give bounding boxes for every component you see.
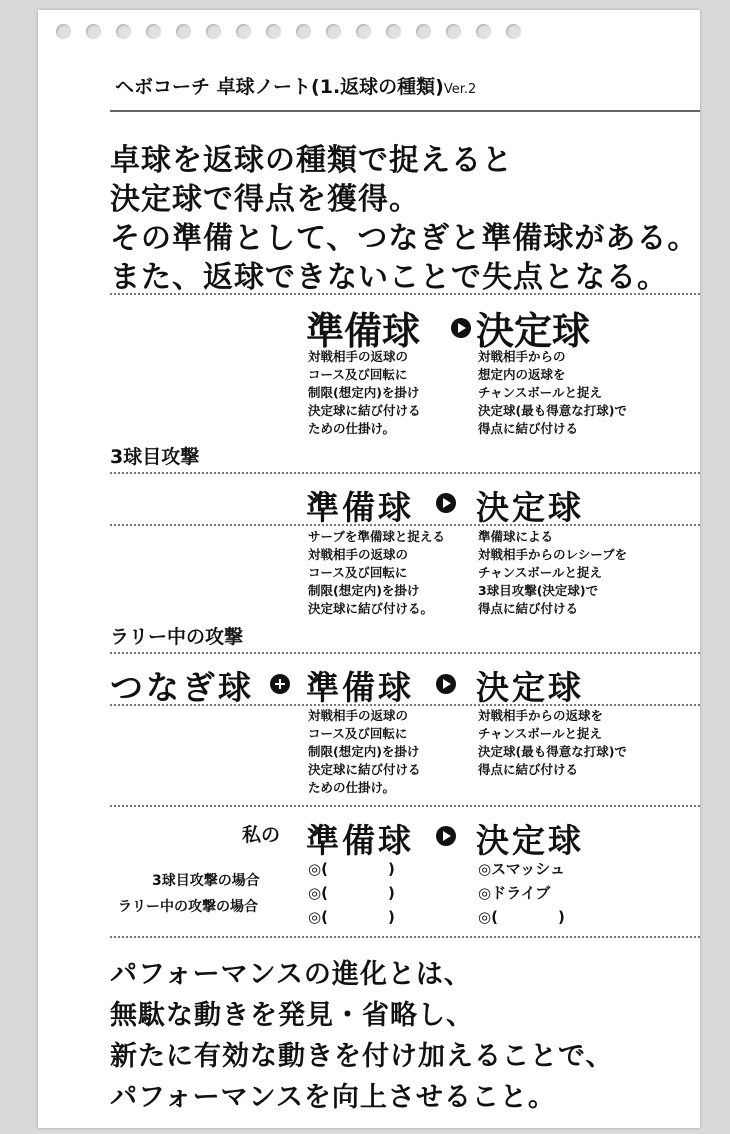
arrow-right-icon [436, 826, 456, 846]
binder-hole-icon [476, 24, 491, 39]
binder-hole-icon [116, 24, 131, 39]
desc-line: 対戦相手からの返球を [478, 708, 604, 723]
prep-ball-description [308, 707, 421, 797]
my-label: 私の [242, 824, 281, 846]
desc-line: コース及び回転に [308, 726, 408, 741]
prep-ball-heading: 準備球 [306, 488, 414, 527]
binder-hole-icon [56, 24, 71, 39]
decisive-ball-heading: 決定球 [476, 308, 591, 353]
dotted-divider [110, 936, 700, 938]
desc-line: 対戦相手からの [478, 349, 566, 364]
binder-hole-icon [146, 24, 161, 39]
desc-line: 想定内の返球を [478, 367, 566, 382]
binder-hole-icon [506, 24, 521, 39]
desc-line: 制限(想定内)を掛け [308, 385, 420, 400]
desc-line: サーブを準備球と捉える [308, 529, 445, 544]
dotted-divider [110, 805, 700, 807]
binder-hole-icon [326, 24, 341, 39]
prep-ball-description [308, 528, 445, 618]
desc-line: 制限(想定内)を掛け [308, 744, 420, 759]
prep-ball-heading: 準備球 [306, 821, 414, 860]
dotted-divider [110, 704, 700, 706]
case-label-third-ball: 3球目攻撃の場合 [152, 873, 260, 889]
decisive-ball-description [478, 707, 627, 779]
decisive-ball-slot[interactable]: ◎( ) [478, 908, 565, 926]
desc-line: 対戦相手の返球の [308, 547, 409, 562]
header-underline [110, 110, 700, 112]
binder-hole-icon [356, 24, 371, 39]
dotted-divider [110, 652, 700, 654]
section-label-third-ball-attack: 3球目攻撃 [110, 446, 200, 468]
binder-hole-icon [206, 24, 221, 39]
intro-line: その準備として、つなぎと準備球がある。 [110, 221, 699, 256]
prep-ball-slot[interactable]: ◎( ) [308, 908, 395, 926]
dotted-divider [110, 472, 700, 474]
desc-line: チャンスボールと捉え [478, 565, 603, 580]
desc-line: 得点に結び付ける [478, 421, 579, 436]
decisive-ball-slot: ◎スマッシュ [478, 860, 565, 878]
arrow-right-icon [436, 493, 456, 513]
desc-line: 対戦相手の返球の [308, 708, 409, 723]
desc-line: 3球目攻撃(決定球)で [478, 583, 599, 598]
desc-line: ための仕掛け。 [308, 421, 396, 436]
decisive-ball-slot: ◎ドライブ [478, 884, 551, 902]
page-title [115, 72, 476, 99]
desc-line: 決定球に結び付ける [308, 762, 421, 777]
desc-line: 決定球(最も得意な打球)で [478, 744, 627, 759]
prep-ball-heading: 準備球 [306, 308, 421, 353]
intro-line: 卓球を返球の種類で捉えると [110, 143, 513, 178]
case-label-rally: ラリー中の攻撃の場合 [118, 899, 258, 915]
binder-hole-icon [446, 24, 461, 39]
outro-line: 無駄な動きを発見・省略し、 [110, 1000, 474, 1031]
prep-ball-slot[interactable]: ◎( ) [308, 860, 395, 878]
desc-line: チャンスボールと捉え [478, 726, 603, 741]
binder-hole-icon [86, 24, 101, 39]
binder-hole-icon [416, 24, 431, 39]
desc-line: 決定球(最も得意な打球)で [478, 403, 627, 418]
connecting-ball-heading: つなぎ球 [110, 668, 254, 707]
plus-icon [270, 674, 290, 694]
binder-hole-icon [386, 24, 401, 39]
binder-hole-icon [176, 24, 191, 39]
outro-line: 新たに有効な動きを付け加えることで、 [110, 1041, 614, 1072]
decisive-ball-heading: 決定球 [476, 668, 584, 707]
dotted-divider [110, 293, 700, 295]
prep-ball-description [308, 348, 421, 438]
prep-ball-slot[interactable]: ◎( ) [308, 884, 395, 902]
desc-line: 得点に結び付ける [478, 601, 579, 616]
desc-line: チャンスボールと捉え [478, 385, 603, 400]
intro-line: 決定球で得点を獲得。 [110, 182, 420, 217]
arrow-right-icon [451, 318, 471, 338]
dotted-divider [110, 524, 700, 526]
decisive-ball-description [478, 528, 627, 618]
prep-ball-heading: 準備球 [306, 668, 414, 707]
desc-line: 決定球に結び付ける。 [308, 601, 434, 616]
decisive-ball-heading: 決定球 [476, 488, 584, 527]
arrow-right-icon [436, 674, 456, 694]
outro-line: パフォーマンスを向上させること。 [110, 1082, 556, 1113]
notebook-page [38, 10, 700, 1128]
decisive-ball-description [478, 348, 627, 438]
desc-line: 決定球に結び付ける [308, 403, 421, 418]
desc-line: 準備球による [478, 529, 554, 544]
intro-line: また、返球できないことで失点となる。 [110, 260, 668, 295]
desc-line: コース及び回転に [308, 565, 408, 580]
version-label: Ver.2 [443, 82, 477, 97]
binder-hole-icon [296, 24, 311, 39]
desc-line: 対戦相手からのレシーブを [478, 547, 628, 562]
desc-line: コース及び回転に [308, 367, 408, 382]
desc-line: ための仕掛け。 [308, 780, 396, 795]
section-label-rally-attack: ラリー中の攻撃 [110, 626, 244, 648]
desc-line: 制限(想定内)を掛け [308, 583, 420, 598]
desc-line: 得点に結び付ける [478, 762, 579, 777]
decisive-ball-heading: 決定球 [476, 821, 584, 860]
desc-line: 対戦相手の返球の [308, 349, 409, 364]
binder-hole-icon [266, 24, 281, 39]
binder-hole-icon [236, 24, 251, 39]
page-title-text: ヘボコーチ 卓球ノート(1.返球の種類) [115, 76, 444, 98]
outro-line: パフォーマンスの進化とは、 [110, 959, 472, 990]
